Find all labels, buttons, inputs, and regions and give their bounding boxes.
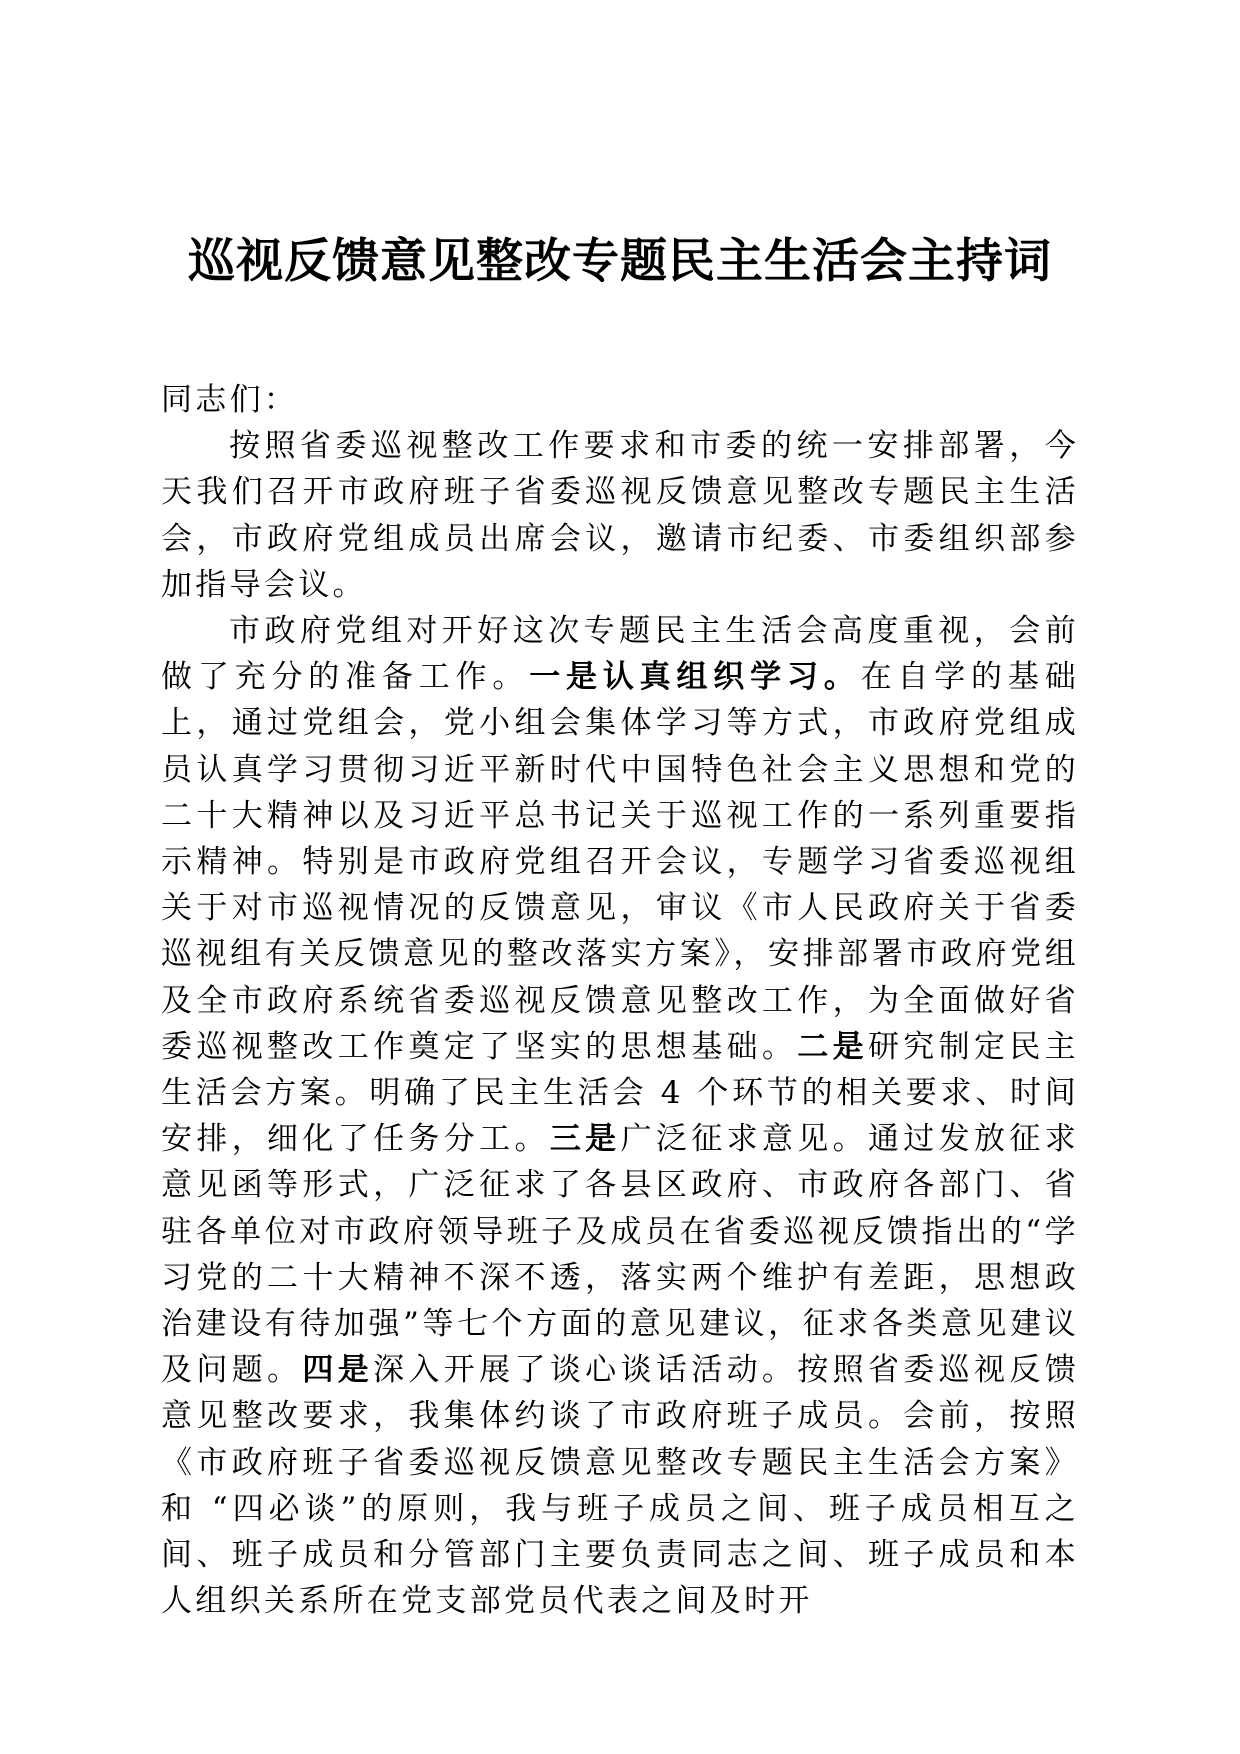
point-2-text: 研究制定民主生活会方案。明确了民主生活会 4 个环节的相关要求、时间安排，细化了任务分工。	[161, 1028, 1079, 1158]
paragraph-preparation	[161, 608, 1079, 1624]
document-title: 巡视反馈意见整改专题民主生活会主持词	[188, 234, 1052, 289]
salutation: 同志们：	[161, 382, 299, 418]
point-1-text: 在自学的基础上，通过党组会，党小组会集体学习等方式，市政府党组成员认真学习贯彻习近平新时代中国特色社会主义思想和党的二十大精神以及习近平总书记关于巡视工作的一系列重要指示精神。特别是市政府党组召开会议，专题学习省委巡视组关于对市巡视情况的反馈意见，审议《市人民政府关于省委巡视组有关反馈意见的整改落实方案》，安排部署市政府党组及全市政府系统省委巡视反馈意见整改工作，为全面做好省委巡视整改工作奠定了坚实的思想基础。	[161, 659, 1079, 1065]
preparation-intro: 市政府党组对开好这次专题民主生活会高度重视，会前做了充分的准备工作。	[161, 613, 1079, 696]
point-4-label: 四是	[302, 1352, 374, 1389]
document-body	[161, 377, 1079, 1624]
point-4-text: 深入开展了谈心谈话活动。按照省委巡视反馈意见整改要求，我集体约谈了市政府班子成员。会前，按照《市政府班子省委巡视反馈意见整改专题民主生活会方案》和 “四必谈”的原则，我与班子成员之间、班子成员相互之间、班子成员和分管部门主要负责同志之间、班子成员和本人组织关系所在党支部党员代表之间及时开	[161, 1352, 1079, 1620]
point-3-label: 三是	[549, 1121, 621, 1158]
point-3-text: 广泛征求意见。通过发放征求意见函等形式，广泛征求了各县区政府、市政府各部门、省驻各单位对市政府领导班子及成员在省委巡视反馈指出的“学习党的二十大精神不深不透，落实两个维护有差距，思想政治建设有待加强”等七个方面的意见建议，征求各类意见建议及问题。	[161, 1121, 1079, 1389]
paragraph-opening: 按照省委巡视整改工作要求和市委的统一安排部署，今天我们召开市政府班子省委巡视反馈意见整改专题民主生活会，市政府党组成员出席会议，邀请市纪委、市委组织部参加指导会议。	[161, 428, 1079, 603]
point-1-label: 一是认真组织学习。	[529, 659, 861, 696]
point-2-label: 二是	[797, 1028, 868, 1065]
